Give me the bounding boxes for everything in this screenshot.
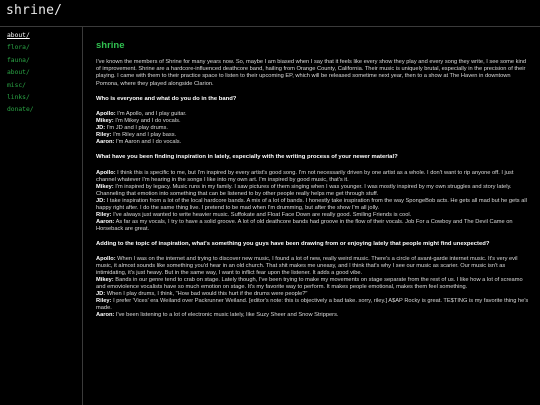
question-heading: Adding to the topic of inspiration, what's something you guys have been drawing from or enjoying lately that people might find unexpected?	[96, 240, 490, 247]
page-title: shrine	[96, 40, 125, 51]
answer-text: I take inspiration from a lot of the local hardcore bands. A mix of a lot of bands. I honestly take inspiration from the way SpongeBob acts. He gets all mad but he gets all happy right after. I do the same thing live. I pretend to be mad when I'm drumming, but after the show I'm all jolly.	[96, 197, 527, 211]
answer-text: I've been listening to a lot of electronic music lately, like Suzy Sheer and Snow Strippers.	[114, 312, 339, 319]
answer-text: I'm inspired by legacy. Music runs in my family. I saw pictures of them singing when I was younger. I was mostly inspired by my own struggles and story lately. Channeling that emotion into something that can be listened to by other people really helps me get through stuff.	[96, 183, 512, 197]
answer-line	[96, 125, 532, 132]
answer-line	[96, 139, 532, 146]
speaker-name: Aaron:	[96, 312, 115, 319]
speaker-name: JD:	[96, 197, 106, 204]
question-heading: What have you been finding inspiration in lately, especially with the writing process of your newer material?	[96, 154, 398, 161]
article-content	[96, 27, 532, 405]
sidebar-nav	[0, 27, 83, 405]
question-heading: Who is everyone and what do you do in the band?	[96, 95, 237, 102]
nav-item-about-2[interactable]: about/	[7, 69, 30, 77]
speaker-name: Aaron:	[96, 139, 115, 146]
site-header	[0, 0, 540, 27]
answer-line	[96, 170, 532, 184]
speaker-name: Riley:	[96, 211, 112, 218]
site-title[interactable]: shrine/	[6, 3, 63, 18]
speaker-name: Apollo:	[96, 256, 116, 263]
nav-item-about[interactable]: about/	[7, 32, 30, 39]
answer-text: I'm Apollo, and I play guitar.	[115, 111, 187, 118]
nav-item-links[interactable]: links/	[7, 94, 30, 102]
nav-item-flora[interactable]: flora/	[7, 44, 30, 52]
speaker-name: Mikey:	[96, 118, 114, 125]
answer-text: I prefer 'Vices' era Weiland over Packrunner Weiland. [editor's note: this is objectively a bad take. sorry, riley.] A$AP Rocky is great. TE$TING is my favorite thing he's made.	[96, 298, 529, 312]
answer-line	[96, 219, 532, 233]
answer-line	[96, 118, 532, 125]
answer-line	[96, 198, 532, 212]
answer-text: I'm Mikey and I do vocals.	[113, 118, 181, 125]
answer-line	[96, 291, 532, 298]
nav-item-fauna[interactable]: fauna/	[7, 56, 30, 64]
speaker-name: Mikey:	[96, 183, 114, 190]
answer-line	[96, 184, 532, 198]
answer-line	[96, 312, 532, 319]
speaker-name: Apollo:	[96, 169, 116, 176]
answer-group	[96, 170, 532, 233]
answer-line	[96, 298, 532, 312]
answer-line	[96, 277, 532, 291]
answer-text: I'm Riley and I play bass.	[111, 132, 177, 139]
answer-line	[96, 256, 532, 277]
nav-item-misc[interactable]: misc/	[7, 81, 26, 89]
answer-text: I'm JD and I play drums.	[105, 125, 168, 132]
speaker-name: Riley:	[96, 298, 112, 305]
speaker-name: Apollo:	[96, 111, 116, 118]
answer-text: I think this is specific to me, but I'm inspired by every artist's good song. I'm not necessarily driven by one artist as a whole. I don't want to rip anyone off. I just channel whatever I'm hearing in the songs I like into my own art. I'm inspired by good music, that's it.	[96, 169, 514, 183]
speaker-name: JD:	[96, 291, 106, 298]
answer-text: When I play drums, I think, "How bad would this hurt if the drums were people?"	[105, 291, 308, 298]
answer-line	[96, 111, 532, 118]
speaker-name: Riley:	[96, 132, 112, 139]
answer-line	[96, 212, 532, 219]
answer-text: Bands in our genre tend to crab on stage. Lately though, I've been trying to make my movements on stage separate from the rest of us. I like how a lot of screamo and emoviolence vocalists have so much emotion on stage. It's my favorite way to perform. It makes people emotional, makes them feel something.	[96, 277, 523, 291]
speaker-name: Mikey:	[96, 277, 114, 284]
nav-item-donate[interactable]: donate/	[7, 106, 34, 114]
answer-group	[96, 256, 532, 319]
intro-paragraph: I've known the members of Shrine for many years now. So, maybe I am biased when I say that it feels like every show they play and every song they write, I see some kind of improvement. Shrine are a hardcore-influenced deathcore band, hailing from Orange County, California. Their music is uniquely brutal, especially in the precision of their playing. I came with them to their practice space to listen to their upcoming EP, which will be released sometime next year, then to a show at The Haven in downtown Pomona, where they played alongside Clarion.	[96, 59, 527, 87]
speaker-name: JD:	[96, 125, 106, 132]
nav-list	[7, 30, 34, 117]
answer-text: When I was on the internet and trying to discover new music, I found a lot of new, really weird music. There's a circle of avant-garde internet music. It's very evil music, it almost sounds like something you'd hear in an old church. That shit makes me uneasy, and I think that's why I see our music as scarier. Our music isn't as intimidating, it's just heavy. But in the same way, I want to inflict fear upon the listener. It adds a good vibe.	[96, 256, 518, 277]
speaker-name: Aaron:	[96, 218, 115, 225]
answer-text: As far as my vocals, I try to have a solid groove. A lot of old deathcore bands had groove in the flow of their vocals. Job For a Cowboy and The Devil Came on Horseback are great.	[96, 218, 513, 232]
answer-group	[96, 111, 532, 146]
answer-line	[96, 132, 532, 139]
answer-text: I'm Aaron and I do vocals.	[114, 139, 182, 146]
answer-text: I've always just wanted to write heavier music. Suffokate and Float Face Down are really good. Smiling Friends is cool.	[111, 211, 412, 218]
